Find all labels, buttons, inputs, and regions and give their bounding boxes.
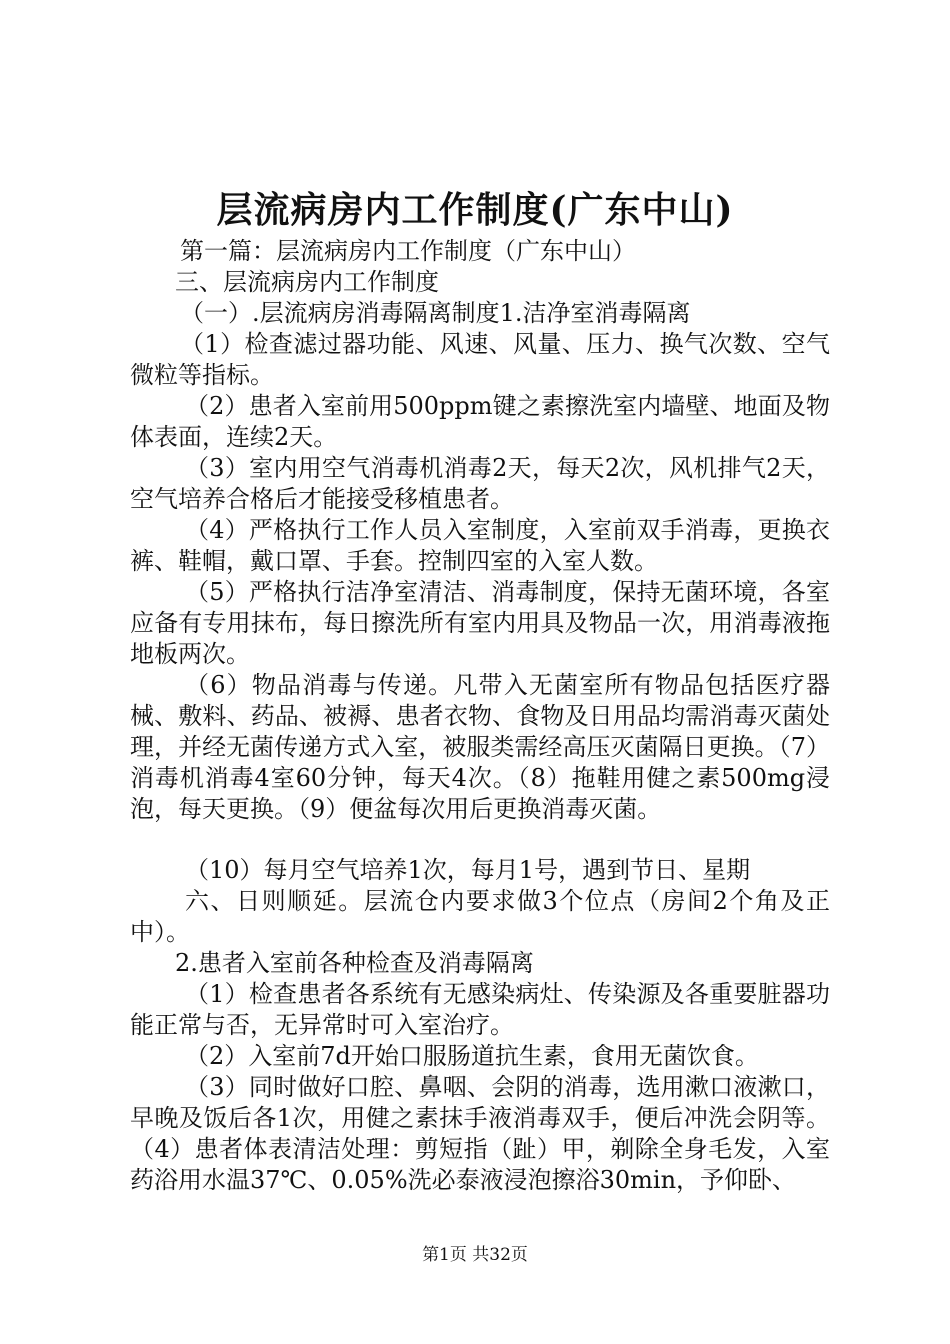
paragraph-12: 2.患者入室前各种检查及消毒隔离 [175,949,534,977]
paragraph-13: （1）检查患者各系统有无感染病灶、传染源及各重要脏器功能正常与否，无异常时可入室治疗。 [130,980,830,1039]
paragraph-2: 三、层流病房内工作制度 [175,268,439,296]
document-body [130,236,830,1196]
paragraph-6: （3）室内用空气消毒机消毒2天，每天2次，风机排气2天，空气培养合格后才能接受移植患者。 [130,454,830,513]
paragraph-11: 六、日则顺延。层流仓内要求做3个位点（房间2个角及正中）。 [130,887,830,946]
document-title: 层流病房内工作制度(广东中山) [216,189,734,231]
paragraph-1: 第一篇：层流病房内工作制度（广东中山） [180,237,636,265]
paragraph-14: （2）入室前7d开始口服肠道抗生素，食用无菌饮食。 [185,1042,759,1070]
paragraph-7: （4）严格执行工作人员入室制度，入室前双手消毒，更换衣裤、鞋帽，戴口罩、手套。控制四室的入室人数。 [130,516,830,575]
paragraph-3: （一）.层流病房消毒隔离制度1.洁净室消毒隔离 [180,299,691,327]
paragraph-10: （10）每月空气培养1次，每月1号，遇到节日、星期 [185,856,751,884]
paragraph-5: （2）患者入室前用500ppm键之素擦洗室内墙壁、地面及物体表面，连续2天。 [130,392,830,451]
page-number-footer: 第1页 共32页 [422,1245,528,1265]
paragraph-15: （3）同时做好口腔、鼻咽、会阴的消毒，选用漱口液漱口，早晚及饭后各1次，用健之素抹手液消毒双手，便后冲洗会阴等。（4）患者体表清洁处理：剪短指（趾）甲，剃除全身毛发，入室药浴用水温37℃、0.05%洗必泰液浸泡擦浴30min，予仰卧、 [130,1073,830,1194]
blank-line [130,825,830,855]
paragraph-9: （6）物品消毒与传递。凡带入无菌室所有物品包括医疗器械、敷料、药品、被褥、患者衣物、食物及日用品均需消毒灭菌处理，并经无菌传递方式入室，被服类需经高压灭菌隔日更换。（7）消毒机消毒4室60分钟，每天4次。（8）拖鞋用健之素500mg浸泡，每天更换。（9）便盆每次用后更换消毒灭菌。 [130,671,830,823]
paragraph-8: （5）严格执行洁净室清洁、消毒制度，保持无菌环境，各室应备有专用抹布，每日擦洗所有室内用具及物品一次，用消毒液拖地板两次。 [130,578,830,668]
paragraph-4: （1）检查滤过器功能、风速、风量、压力、换气次数、空气微粒等指标。 [130,330,830,389]
